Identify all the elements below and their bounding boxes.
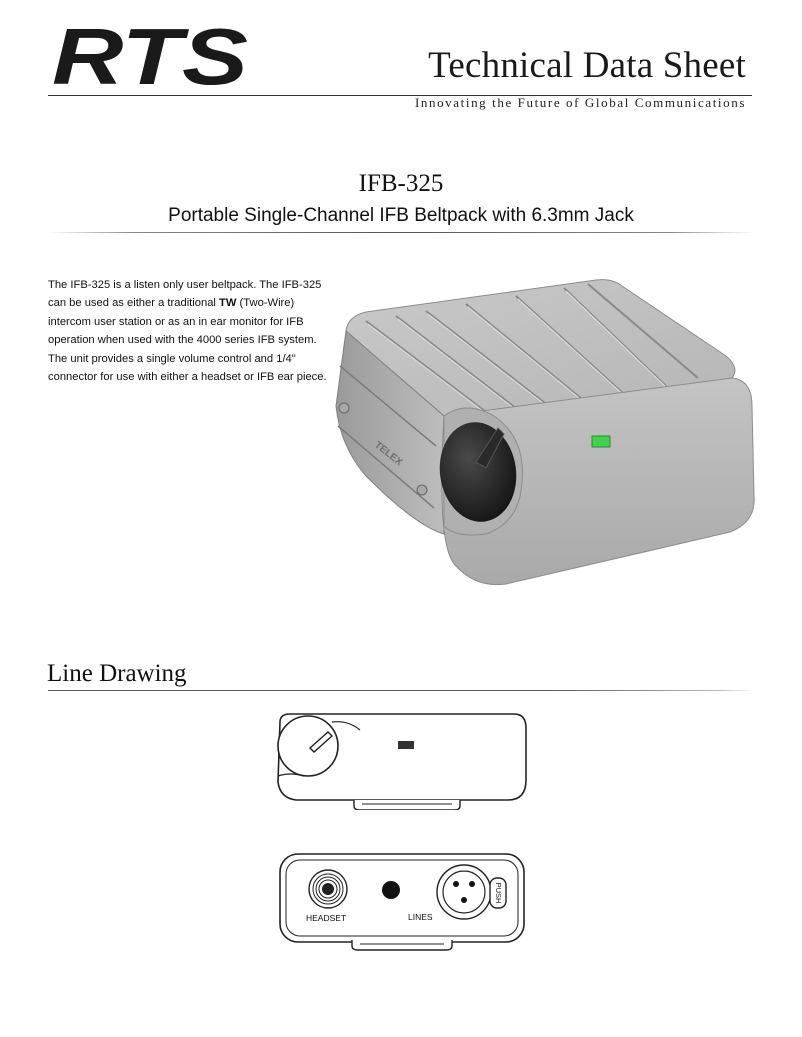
drawing-knob <box>278 716 338 776</box>
product-model: IFB-325 <box>358 170 444 197</box>
drawing-led <box>398 741 414 749</box>
rts-logo <box>48 18 254 92</box>
photo-brand-text: TELEX <box>372 439 405 469</box>
header-title: Technical Data Sheet <box>428 45 746 86</box>
description-part1: The IFB-325 is a listen only user beltpack. The IFB-325 can be used as either a traditional <box>48 279 322 310</box>
status-led <box>592 436 610 447</box>
product-photo <box>326 276 766 606</box>
line-drawing-front-view <box>276 850 528 952</box>
lines-connector <box>437 865 491 919</box>
svg-text:RTS: RTS <box>52 18 248 92</box>
lines-label: LINES <box>408 912 433 922</box>
product-description <box>48 276 338 386</box>
header-tagline: Innovating the Future of Global Communications <box>414 95 746 110</box>
line-drawing-heading: Line Drawing <box>47 660 187 687</box>
description-part2: (Two-Wire) intercom user station or as an in ear monitor for IFB operation when used with the 4000 series IFB system. The unit provides a single volume control and 1/4" connector for use with either a headset or IFB ear piece. <box>48 297 327 384</box>
push-label: PUSH <box>494 882 504 904</box>
description-bold: TW <box>219 297 237 310</box>
line-drawing-top-view <box>270 710 532 810</box>
section-rule <box>48 690 754 691</box>
product-subtitle: Portable Single-Channel IFB Beltpack with 6.3mm Jack <box>168 205 634 226</box>
center-hole <box>382 881 400 899</box>
headset-label: HEADSET <box>306 913 347 923</box>
subtitle-rule <box>48 232 754 233</box>
